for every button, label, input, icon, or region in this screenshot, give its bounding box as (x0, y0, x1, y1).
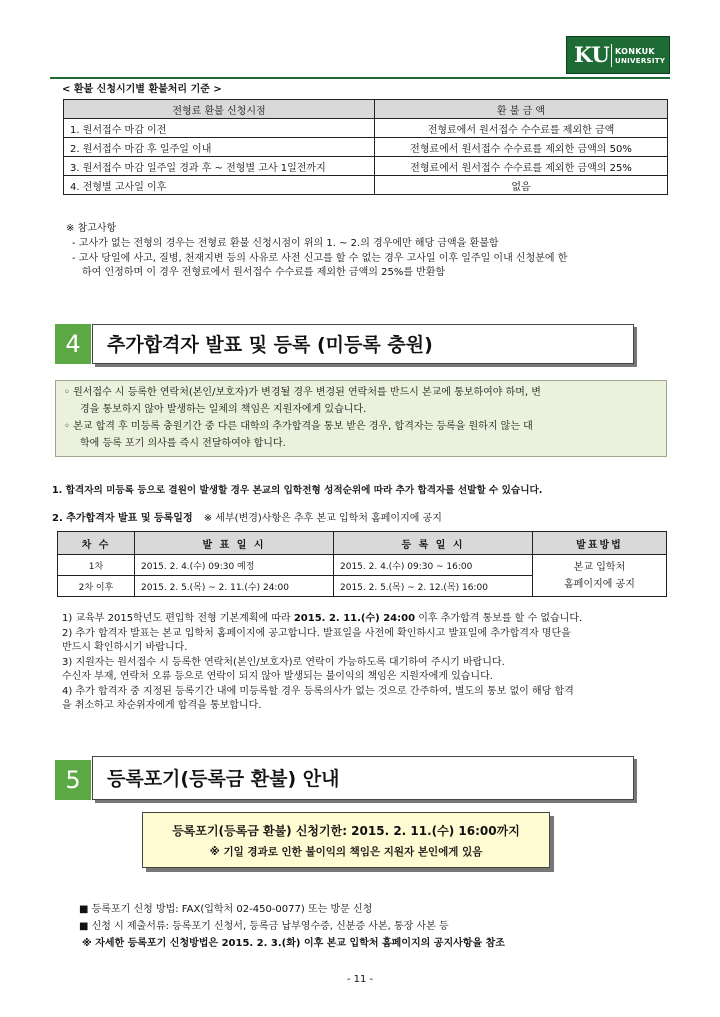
refund-cell: 2. 원서접수 마감 후 일주일 이내 (64, 138, 375, 157)
item-2-title: 2. 추가합격자 발표 및 등록일정 (52, 513, 193, 524)
refund-note-title: ※ 참고사항 (66, 223, 117, 234)
schedule-note (62, 612, 582, 625)
refund-table-header (64, 100, 668, 119)
schedule-note: 수신자 부재, 연락처 오류 등으로 연락이 되지 않아 발생되는 불이익의 책임은 지원자에게 있습니다. (62, 671, 493, 682)
table-row (64, 176, 668, 195)
header-rule (50, 77, 670, 79)
section-4-item-1: 1. 합격자의 미등록 등으로 결원이 발생할 경우 본교의 입학전형 성적순위에 따라 추가 합격자를 선발할 수 있습니다. (52, 485, 543, 496)
note-text: 이후 추가합격 통보를 할 수 없습니다. (415, 613, 583, 624)
refund-cell: 전형료에서 원서접수 수수료를 제외한 금액 (375, 119, 668, 138)
schedule-note: 을 취소하고 차순위자에게 합격을 통보합니다. (62, 700, 262, 711)
notice-line: ◦ 본교 합격 후 미등록 충원기간 중 다른 대학의 추가합격을 통보 받은 경우, 합격자는 등록을 원하지 않는 대 (64, 421, 533, 432)
logo-name-line1: KONKUK (615, 47, 655, 56)
section-5-title: 등록포기(등록금 환불) 안내 (107, 768, 340, 790)
table-row (58, 555, 667, 576)
konkuk-university-logo (566, 36, 670, 74)
table-row (64, 138, 668, 157)
note-text: 1) 교육부 2015학년도 편입학 전형 기본계획에 따라 (62, 613, 294, 624)
schedule-cell: 2015. 2. 4.(수) 09:30 ~ 16:00 (334, 555, 533, 576)
note-bold-date: 2015. 2. 11.(수) 24:00 (293, 613, 416, 624)
refund-note-line: - 고사 당일에 사고, 질병, 천재지변 등의 사유로 사전 신고를 할 수 없는 경우 고사일 이후 일주일 이내 신청분에 한 (72, 253, 568, 264)
schedule-table (57, 531, 667, 597)
deadline-warning: ※ 기일 경과로 인한 불이익의 책임은 지원자 본인에게 있음 (209, 846, 483, 858)
schedule-note: 2) 추가 합격자 발표는 본교 입학처 홈페이지에 공고합니다. 발표일을 사전에 확인하시고 발표일에 추가합격자 명단을 (62, 628, 571, 639)
notice-line: 학에 등록 포기 의사를 즉시 전달하여야 합니다. (80, 438, 286, 449)
refund-header-amount: 환 불 금 액 (375, 100, 668, 119)
section-4-title: 추가합격자 발표 및 등록 (미등록 충원) (107, 334, 433, 356)
refund-cell: 없음 (375, 176, 668, 195)
refund-note-line: 하여 인정하며 이 경우 전형료에서 원서접수 수수료를 제외한 금액의 25%를 반환함 (82, 267, 446, 278)
schedule-cell: 1차 (58, 555, 135, 576)
schedule-note: 3) 지원자는 원서접수 시 등록한 연락처(본인/보호자)로 연락이 가능하도록 대기하여 주시기 바랍니다. (62, 657, 505, 668)
refund-cell: 3. 원서접수 마감 일주일 경과 후 ~ 전형별 고사 1일전까지 (64, 157, 375, 176)
refund-cell: 4. 전형별 고사일 이후 (64, 176, 375, 195)
section-4-title-box (92, 324, 634, 364)
logo-name-line2: UNIVERSITY (615, 57, 666, 65)
section-4-item-2 (52, 512, 442, 525)
refund-note-line: - 고사가 없는 전형의 경우는 전형료 환불 신청시점이 위의 1. ~ 2.의 경우에만 해당 금액을 환불함 (72, 238, 499, 249)
section-5-deadline-box (142, 812, 550, 868)
page-number: - 11 - (346, 974, 374, 985)
section-5-bullet: ■ 신청 시 제출서류: 등록포기 신청서, 등록금 납부영수증, 신분증 사본, 통장 사본 등 (79, 921, 449, 932)
method-line: 홈페이지에 공지 (564, 578, 635, 590)
section-5-number: 5 (55, 760, 91, 800)
schedule-header: 차 수 (58, 532, 135, 555)
refund-cell: 전형료에서 원서접수 수수료를 제외한 금액의 50% (375, 138, 668, 157)
section-5-final-note: ※ 자세한 등록포기 신청방법은 2015. 2. 3.(화) 이후 본교 입학처 홈페이지의 공지사항을 참조 (82, 938, 505, 949)
section-4-notice-box (55, 380, 667, 457)
refund-heading: < 환불 신청시기별 환불처리 기준 > (62, 84, 222, 95)
notice-line: ◦ 원서접수 시 등록한 연락처(본인/보호자)가 변경될 경우 변경된 연락처를 반드시 본교에 통보하여야 하며, 변 (64, 387, 541, 398)
refund-header-time: 전형료 환불 신청시점 (64, 100, 375, 119)
item-2-note: ※ 세부(변경)사항은 추후 본교 입학처 홈페이지에 공지 (203, 513, 442, 524)
schedule-note: 반드시 확인하시기 바랍니다. (62, 642, 188, 653)
logo-divider (611, 44, 612, 67)
notice-line: 경을 통보하지 않아 발생하는 일체의 책임은 지원자에게 있습니다. (80, 404, 367, 415)
schedule-header: 발 표 일 시 (135, 532, 334, 555)
refund-table (63, 99, 668, 195)
refund-cell: 전형료에서 원서접수 수수료를 제외한 금액의 25% (375, 157, 668, 176)
schedule-header-row (58, 532, 667, 555)
schedule-header: 등 록 일 시 (334, 532, 533, 555)
section-5-bullet: ■ 등록포기 신청 방법: FAX(입학처 02-450-0077) 또는 방문 신청 (79, 904, 373, 915)
refund-cell: 1. 원서접수 마감 이전 (64, 119, 375, 138)
schedule-cell: 2015. 2. 5.(목) ~ 2. 12.(목) 16:00 (334, 576, 533, 597)
table-row (64, 157, 668, 176)
schedule-cell: 2015. 2. 4.(수) 09:30 예정 (135, 555, 334, 576)
section-5-title-box (92, 756, 634, 800)
logo-mark: KU (574, 42, 610, 67)
deadline-text: 등록포기(등록금 환불) 신청기한: 2015. 2. 11.(수) 16:00까지 (172, 824, 520, 838)
table-row (64, 119, 668, 138)
schedule-cell: 2015. 2. 5.(목) ~ 2. 11.(수) 24:00 (135, 576, 334, 597)
method-line: 본교 입학처 (573, 561, 626, 573)
schedule-cell: 2차 이후 (58, 576, 135, 597)
schedule-header: 발표방법 (533, 532, 667, 555)
schedule-note: 4) 추가 합격자 중 지정된 등록기간 내에 미등록할 경우 등록의사가 없는 것으로 간주하여, 별도의 통보 없이 해당 합격 (62, 686, 574, 697)
section-4-number: 4 (55, 324, 91, 364)
announcement-method-cell (533, 555, 667, 597)
